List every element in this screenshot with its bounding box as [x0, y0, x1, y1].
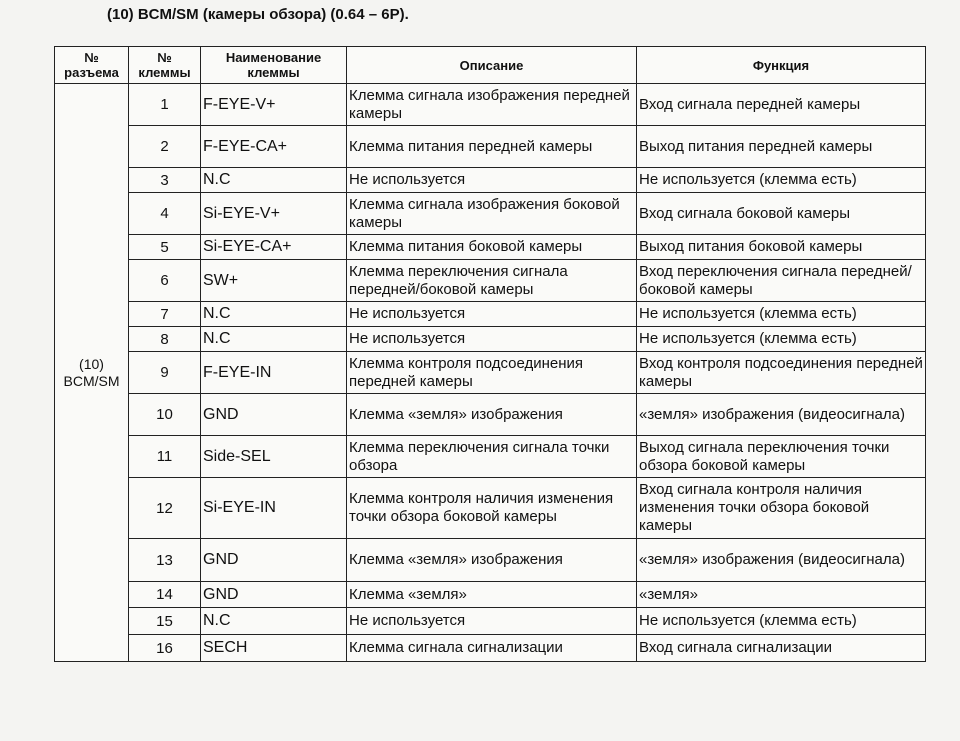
- terminal-description: Клемма «земля» изображения: [347, 394, 637, 436]
- pin-number: 13: [129, 539, 201, 582]
- terminal-description: Клемма питания передней камеры: [347, 126, 637, 168]
- terminal-description: Не используется: [347, 608, 637, 635]
- terminal-function: Вход сигнала боковой камеры: [637, 193, 926, 235]
- pin-number: 1: [129, 84, 201, 126]
- terminal-description: Клемма контроля наличия изменения точки обзора боковой камеры: [347, 478, 637, 539]
- terminal-description: Не используется: [347, 168, 637, 193]
- terminal-name: Si-EYE-V+: [201, 193, 347, 235]
- table-row: [55, 352, 926, 394]
- terminal-name: SW+: [201, 260, 347, 302]
- terminal-name: F-EYE-IN: [201, 352, 347, 394]
- header-function: Функция: [637, 47, 926, 84]
- pin-number: 9: [129, 352, 201, 394]
- table-row: [55, 478, 926, 539]
- terminal-name: N.C: [201, 608, 347, 635]
- table-row: [55, 394, 926, 436]
- terminal-name: Side-SEL: [201, 436, 347, 478]
- terminal-name: N.C: [201, 302, 347, 327]
- pin-number: 15: [129, 608, 201, 635]
- table-row: [55, 327, 926, 352]
- terminal-function: Выход питания передней камеры: [637, 126, 926, 168]
- terminal-function: Выход питания боковой камеры: [637, 235, 926, 260]
- terminal-name: Si-EYE-CA+: [201, 235, 347, 260]
- terminal-function: Вход переключения сигнала передней/боковой камеры: [637, 260, 926, 302]
- table-row: [55, 436, 926, 478]
- terminal-function: Вход сигнала сигнализации: [637, 635, 926, 662]
- table-row: [55, 260, 926, 302]
- pin-number: 8: [129, 327, 201, 352]
- header-connector: № разъема: [55, 47, 129, 84]
- terminal-function: «земля» изображения (видеосигнала): [637, 394, 926, 436]
- terminal-description: Клемма переключения сигнала передней/боковой камеры: [347, 260, 637, 302]
- table-row: [55, 635, 926, 662]
- terminal-description: Клемма контроля подсоединения передней камеры: [347, 352, 637, 394]
- terminal-function: «земля» изображения (видеосигнала): [637, 539, 926, 582]
- pin-number: 6: [129, 260, 201, 302]
- terminal-description: Не используется: [347, 327, 637, 352]
- terminal-description: Клемма «земля»: [347, 582, 637, 608]
- header-pin: № клеммы: [129, 47, 201, 84]
- pin-number: 7: [129, 302, 201, 327]
- terminal-function: Не используется (клемма есть): [637, 168, 926, 193]
- pin-number: 3: [129, 168, 201, 193]
- terminal-name: GND: [201, 582, 347, 608]
- terminal-function: Вход контроля подсоединения передней камеры: [637, 352, 926, 394]
- terminal-description: Клемма сигнала изображения передней камеры: [347, 84, 637, 126]
- header-name: Наименование клеммы: [201, 47, 347, 84]
- table-row: [55, 302, 926, 327]
- terminal-name: F-EYE-CA+: [201, 126, 347, 168]
- header-row: [55, 47, 926, 84]
- terminal-description: Клемма сигнала изображения боковой камеры: [347, 193, 637, 235]
- terminal-name: SECH: [201, 635, 347, 662]
- terminal-function: Вход сигнала передней камеры: [637, 84, 926, 126]
- terminal-function: «земля»: [637, 582, 926, 608]
- pinout-table: [54, 46, 926, 662]
- terminal-name: N.C: [201, 327, 347, 352]
- pin-number: 4: [129, 193, 201, 235]
- terminal-function: Не используется (клемма есть): [637, 302, 926, 327]
- page-title: (10) BCM/SM (камеры обзора) (0.64 – 6P).: [107, 6, 409, 23]
- terminal-function: Вход сигнала контроля наличия изменения точки обзора боковой камеры: [637, 478, 926, 539]
- terminal-description: Не используется: [347, 302, 637, 327]
- header-description: Описание: [347, 47, 637, 84]
- terminal-name: Si-EYE-IN: [201, 478, 347, 539]
- terminal-name: N.C: [201, 168, 347, 193]
- table-row: [55, 168, 926, 193]
- pin-number: 16: [129, 635, 201, 662]
- terminal-description: Клемма «земля» изображения: [347, 539, 637, 582]
- table-row: [55, 608, 926, 635]
- terminal-name: F-EYE-V+: [201, 84, 347, 126]
- table-row: [55, 126, 926, 168]
- terminal-function: Выход сигнала переключения точки обзора боковой камеры: [637, 436, 926, 478]
- terminal-description: Клемма переключения сигнала точки обзора: [347, 436, 637, 478]
- terminal-name: GND: [201, 539, 347, 582]
- table-row: [55, 539, 926, 582]
- table-row: [55, 582, 926, 608]
- pin-number: 12: [129, 478, 201, 539]
- pin-number: 10: [129, 394, 201, 436]
- table-row: [55, 193, 926, 235]
- terminal-function: Не используется (клемма есть): [637, 327, 926, 352]
- terminal-description: Клемма сигнала сигнализации: [347, 635, 637, 662]
- connector-cell: (10) BCM/SM: [55, 84, 129, 662]
- terminal-description: Клемма питания боковой камеры: [347, 235, 637, 260]
- pin-number: 14: [129, 582, 201, 608]
- pin-number: 2: [129, 126, 201, 168]
- pin-number: 11: [129, 436, 201, 478]
- pin-number: 5: [129, 235, 201, 260]
- table-row: [55, 235, 926, 260]
- table-row: [55, 84, 926, 126]
- terminal-function: Не используется (клемма есть): [637, 608, 926, 635]
- terminal-name: GND: [201, 394, 347, 436]
